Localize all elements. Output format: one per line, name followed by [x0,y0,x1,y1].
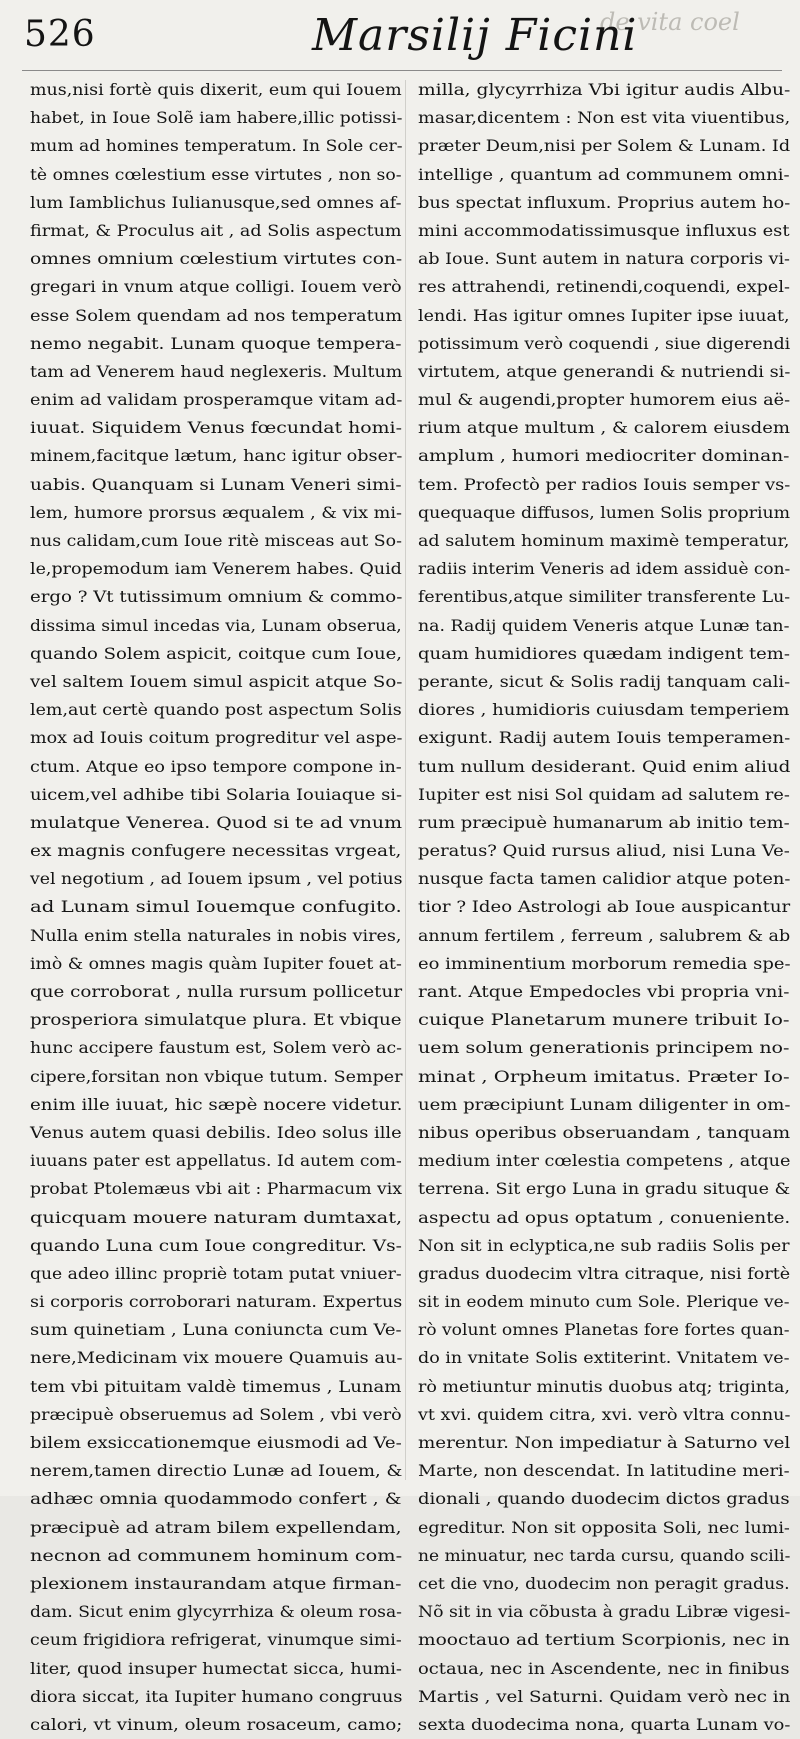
text-line: Non sit in eclyptica,ne sub radiis Solis per [418,1235,790,1255]
text-line: lem, humore prorsus æqualem , & vix mi- [30,502,402,522]
text-line: ferentibus,atque similiter transferente Lu- [418,587,791,607]
text-line: enim ad validam prosperamque vitam ad- [30,390,403,410]
text-line: ergo ? Vt tutissimum omnium & commo- [30,587,403,607]
text-line: bus spectat influxum. Proprius autem ho- [418,192,791,212]
text-line: nerem,tamen directio Lunæ ad Iouem, & [30,1461,403,1481]
text-line: tem vbi pituitam valdè timemus , Lunam [30,1376,402,1396]
text-line: terrena. Sit ergo Luna in gradu situque & [418,1179,791,1199]
text-line: præter Deum,nisi per Solem & Lunam. Id [418,136,791,156]
text-line: que adeo illinc propriè totam putat vniuer- [30,1263,402,1283]
text-line: nemo negabit. Lunam quoque tempera- [30,333,402,353]
text-line: tior ? Ideo Astrologi ab Ioue auspicantur [418,897,791,917]
text-line: ceum frigidiora refrigerat, vinumque simi- [30,1630,402,1650]
text-line: necnon ad communem hominum com- [30,1545,403,1565]
text-line: quicquam mouere naturam dumtaxat, [30,1207,403,1227]
text-line: plexionem instaurandam atque firman- [30,1573,402,1593]
text-line: ne minuatur, nec tarda cursu, quando scili- [418,1545,791,1565]
text-line: sit in eodem minuto cum Sole. Plerique ve- [418,1292,790,1312]
text-line: uem solum generationis principem no- [418,1038,790,1058]
text-line: Venus autem quasi debilis. Ideo solus ille [30,1122,402,1142]
text-line: imò & omnes magis quàm Iupiter fouet at- [30,953,402,973]
text-line: enim ille iuuat, hic sæpè nocere videtur. [30,1094,403,1114]
text-line: tum nullum desiderant. Quid enim aliud [418,756,791,776]
text-line: minat , Orpheum imitatus. Præter Io- [418,1066,790,1086]
text-line: milla, glycyrrhiza Vbi igitur audis Albu- [418,80,791,99]
text-line: nus calidam,cum Ioue ritè misceas aut So- [30,531,402,550]
text-line: gradus duodecim vltra citraque, nisi fortè [418,1263,791,1283]
text-line: rum præcipuè humanarum ab initio tem- [418,812,790,832]
text-line: uicem,vel adhibe tibi Solaria Iouiaque si- [30,784,403,804]
text-line: ad salutem hominum maximè temperatur, [418,531,790,550]
text-line: tè omnes cœlestium esse virtutes , non so- [30,164,402,184]
text-line: cuique Planetarum munere tribuit Io- [418,1010,790,1030]
text-line: sexta duodecima nona, quarta Lunam vo- [418,1714,791,1734]
text-line: Nõ sit in via cõbusta à gradu Libræ vigesi- [418,1602,791,1622]
text-line: lem,aut certè quando post aspectum Solis [30,700,402,720]
text-line: rò metiuntur minutis duobus atq; triginta, [418,1376,791,1396]
text-line: uem præcipiunt Lunam diligenter in om- [418,1094,791,1114]
text-line: iuuat. Siquidem Venus fœcundat homi- [30,418,402,438]
text-line: mul & augendi,propter humorem eius aë- [418,390,791,410]
text-line: potissimum verò coquendi , siue digerendi [418,333,791,353]
text-line: peratus? Quid rursus aliud, nisi Luna Ve- [418,841,790,861]
text-line: radiis interim Veneris ad idem assiduè con- [418,559,791,579]
running-head: Marsilij Ficini [312,10,638,61]
text-line: lum Iamblichus Iulianusque,sed omnes af- [30,192,402,212]
text-line: omnes omnium cœlestium virtutes con- [30,249,403,269]
text-line: firmat, & Proculus ait , ad Solis aspectum [30,220,402,240]
left-column [30,76,402,1739]
text-line: mooctauo ad tertium Scorpionis, nec in [418,1630,790,1650]
text-line: dissima simul incedas via, Lunam obserua, [30,615,402,635]
text-line: habet, in Ioue Solẽ iam habere,illic potissi- [30,108,403,128]
text-line: dam. Sicut enim glycyrrhiza & oleum rosa- [30,1602,402,1622]
text-line: virtutem, atque generandi & nutriendi si- [418,361,791,381]
text-line: nere,Medicinam vix mouere Quamuis au- [30,1348,403,1368]
text-line: egreditur. Non sit opposita Soli, nec lumi- [418,1517,790,1537]
text-line: esse Solem quendam ad nos temperatum [30,305,403,325]
column-gutter [405,80,406,1480]
text-line: annum fertilem , ferreum , salubrem & ab [418,925,791,945]
text-line: Martis , vel Saturni. Quidam verò nec in [418,1686,791,1706]
text-line: uabis. Quanquam si Lunam Veneri simi- [30,474,402,494]
right-column [418,76,790,1739]
text-line: exigunt. Radij autem Iouis temperamen- [418,728,791,748]
text-line: mus,nisi fortè quis dixerit, eum qui Iouem [30,80,402,99]
text-line: intellige , quantum ad communem omni- [418,164,790,184]
text-line: amplum , humori mediocriter dominan- [418,446,790,466]
text-line: rant. Atque Empedocles vbi propria vni- [418,982,790,1001]
text-line: cet die vno, duodecim non peragit gradus. [418,1573,790,1593]
text-line: sum quinetiam , Luna coniuncta cum Ve- [30,1320,402,1340]
text-line: iuuans pater est appellatus. Id autem com- [30,1151,402,1171]
text-line: perante, sicut & Solis radij tanquam cali- [418,671,791,691]
text-line: præcipuè ad atram bilem expellendam, [30,1517,402,1537]
text-line: quando Solem aspicit, coitque cum Ioue, [30,643,403,663]
text-line: ex magnis confugere necessitas vrgeat, [30,841,402,861]
text-line: liter, quod insuper humectat sicca, humi- [30,1658,402,1678]
text-line: tam ad Venerem haud neglexeris. Multum [30,361,403,381]
text-line: aspectu ad opus optatum , conueniente. [418,1207,791,1227]
text-line: tem. Profectò per radios Iouis semper vs- [418,474,791,494]
text-line: ctum. Atque eo ipso tempore compone in- [30,756,402,776]
text-line: mox ad Iouis coitum progreditur vel aspe- [30,728,403,748]
text-line: merentur. Non impediatur à Saturno vel [418,1433,791,1452]
text-line: nusque facta tamen calidior atque poten- [418,869,791,889]
text-line: cipere,forsitan non vbique tutum. Semper [30,1066,403,1086]
header-rule [22,70,782,71]
text-line: bilem exsiccationemque eiusmodi ad Ve- [30,1433,402,1452]
text-line: adhæc omnia quodammodo confert , & [30,1489,402,1509]
text-line: Marte, non descendat. In latitudine meri- [418,1461,790,1481]
text-line: masar,dicentem : Non est vita viuentibus, [418,108,791,128]
text-line: do in vnitate Solis extiterint. Vnitatem ve- [418,1348,790,1368]
text-line: mini accommodatissimusque influxus est [418,220,790,240]
text-line: quam humidiores quædam indigent tem- [418,643,790,663]
text-line: præcipuè obseruemus ad Solem , vbi verò [30,1404,402,1424]
text-line: ad Lunam simul Iouemque confugito. [30,897,402,917]
text-line: quequaque diffusos, lumen Solis proprium [418,502,791,522]
text-line: res attrahendi, retinendi,coquendi, expel- [418,277,790,297]
text-line: gregari in vnum atque colligi. Iouem verò [30,277,402,297]
text-line: Nulla enim stella naturales in nobis vires, [30,925,402,945]
text-line: probat Ptolemæus vbi ait : Pharmacum vix [30,1179,402,1199]
bleed-through-text: de vita coel [600,8,740,36]
text-line: mulatque Venerea. Quod si te ad vnum [30,812,402,832]
text-line: rium atque multum , & calorem eiusdem [418,418,790,438]
text-line: medium inter cœlestia competens , atque [418,1151,791,1171]
text-line: nibus operibus obseruandam , tanquam [418,1122,791,1142]
text-line: si corporis corroborari naturam. Expertus [30,1292,403,1312]
text-line: vel saltem Iouem simul aspicit atque So- [30,671,403,691]
text-line: octaua, nec in Ascendente, nec in finibus [418,1658,790,1678]
text-line: hunc accipere faustum est, Solem verò ac- [30,1038,402,1058]
text-line: prosperiora simulatque plura. Et vbique [30,1010,402,1030]
text-line: dionali , quando duodecim dictos gradus [418,1489,790,1509]
text-line: que corroborat , nulla rursum pollicetur [30,982,403,1001]
text-line: minem,facitque lætum, hanc igitur obser- [30,446,403,466]
text-line: vel negotium , ad Iouem ipsum , vel potius [30,869,403,889]
text-line: rò volunt omnes Planetas fore fortes quan- [418,1320,790,1340]
text-line: vt xvi. quidem citra, xvi. verò vltra connu- [418,1404,791,1424]
text-line: ab Ioue. Sunt autem in natura corporis vi- [418,249,790,269]
text-line: Iupiter est nisi Sol quidam ad salutem re- [418,784,790,804]
text-line: le,propemodum iam Venerem habes. Quid [30,559,402,579]
text-line: mum ad homines temperatum. In Sole cer- [30,136,403,156]
text-line: diora siccat, ita Iupiter humano congruus [30,1686,403,1706]
text-line: lendi. Has igitur omnes Iupiter ipse iuuat, [418,305,790,325]
text-line: na. Radij quidem Veneris atque Lunæ tan- [418,615,790,635]
text-line: eo imminentium morborum remedia spe- [418,953,791,973]
text-line: calori, vt vinum, oleum rosaceum, camo; [30,1714,403,1734]
text-line: quando Luna cum Ioue congreditur. Vs- [30,1235,402,1255]
text-line: diores , humidioris cuiusdam temperiem [418,700,790,720]
page-number: 526 [24,14,96,55]
